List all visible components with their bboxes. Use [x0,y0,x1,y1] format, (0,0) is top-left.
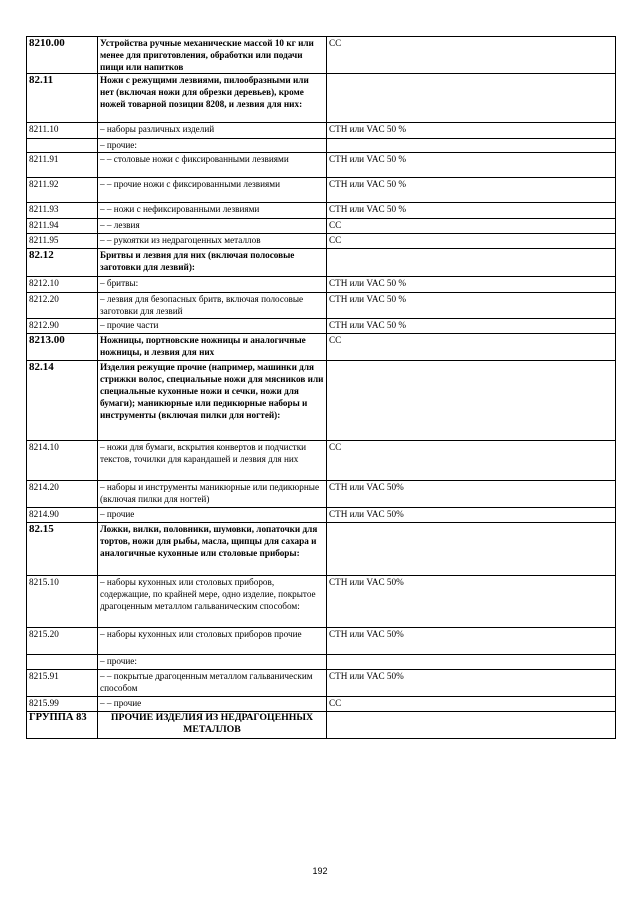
description-cell: – – прочие [98,697,327,712]
description-cell: – – прочие ножи с фиксированными лезвиями [98,178,327,203]
tariff-table [26,36,616,739]
code-cell: 8215.91 [27,670,98,697]
code-cell: 8215.99 [27,697,98,712]
table-row [27,37,616,74]
table-row [27,178,616,203]
rule-cell: СТН или VAC 50 % [327,153,616,178]
description-cell: – – рукоятки из недрагоценных металлов [98,234,327,249]
table-row [27,523,616,576]
rule-cell [327,249,616,277]
rule-cell: СТН или VAC 50 % [327,277,616,293]
rule-cell [327,139,616,153]
table-row [27,334,616,361]
description-cell: Устройства ручные механические массой 10 кг или менее для приготовления, обработки или подачи пищи или напитков [98,37,327,74]
page-number: 192 [312,866,328,876]
code-cell: 82.15 [27,523,98,576]
rule-cell: СС [327,697,616,712]
code-cell: 8215.20 [27,628,98,655]
rule-cell: СС [327,334,616,361]
code-cell: 8212.20 [27,293,98,319]
description-cell: – прочие: [98,139,327,153]
table-row [27,234,616,249]
group-code-cell: ГРУППА 83 [27,712,98,739]
description-cell: – наборы кухонных или столовых приборов прочие [98,628,327,655]
rule-cell: СС [327,441,616,481]
code-cell: 8211.10 [27,123,98,139]
description-cell: – – столовые ножи с фиксированными лезвиями [98,153,327,178]
description-cell: – наборы кухонных или столовых приборов, содержащие, по крайней мере, одно изделие, покрытое драгоценным металлом гальваническим способом: [98,576,327,628]
description-cell: Бритвы и лезвия для них (включая полосовые заготовки для лезвий): [98,249,327,277]
description-cell: Изделия режущие прочие (например, машинки для стрижки волос, специальные ножи для мясников или специальные кухонные ножи и сечки, ножи для бумаги); маникюрные или педикюрные наборы и инструменты (включая пилки для ногтей): [98,361,327,441]
description-cell: – бритвы: [98,277,327,293]
rule-cell [327,523,616,576]
code-cell: 82.12 [27,249,98,277]
table-row [27,628,616,655]
code-cell: 8214.10 [27,441,98,481]
table-row [27,293,616,319]
table-row [27,441,616,481]
code-cell: 8211.93 [27,203,98,219]
description-cell: Ложки, вилки, половники, шумовки, лопаточки для тортов, ножи для рыбы, масла, щипцы для сахара и аналогичные кухонные или столовые приборы: [98,523,327,576]
table-row [27,670,616,697]
table-row [27,219,616,234]
code-cell: 8211.92 [27,178,98,203]
table-row [27,277,616,293]
table-row [27,203,616,219]
code-cell [27,139,98,153]
table-row [27,319,616,334]
rule-cell [327,361,616,441]
description-cell: – ножи для бумаги, вскрытия конвертов и подчистки текстов, точилки для карандашей и лезвия для них [98,441,327,481]
table-row [27,576,616,628]
code-cell: 8214.90 [27,508,98,523]
table-row [27,481,616,508]
code-cell: 8211.91 [27,153,98,178]
code-cell: 8213.00 [27,334,98,361]
table-row [27,153,616,178]
rule-cell: СТН или VAC 50% [327,628,616,655]
table-row [27,655,616,670]
code-cell: 8215.10 [27,576,98,628]
rule-cell: СТН или VAC 50 % [327,319,616,334]
description-cell: – наборы различных изделий [98,123,327,139]
table-row [27,361,616,441]
description-cell: – прочие части [98,319,327,334]
description-cell: – – лезвия [98,219,327,234]
description-cell: – прочие: [98,655,327,670]
description-cell: Ножи с режущими лезвиями, пилообразными или нет (включая ножи для обрезки деревьев), кроме ножей товарной позиции 8208, и лезвия для них: [98,74,327,123]
code-cell: 8214.20 [27,481,98,508]
table-row [27,249,616,277]
table-row [27,697,616,712]
rule-cell: СТН или VAC 50 % [327,178,616,203]
code-cell: 8212.10 [27,277,98,293]
code-cell: 8211.95 [27,234,98,249]
rule-cell: СТН или VAC 50% [327,481,616,508]
table-row [27,508,616,523]
rule-cell: СС [327,37,616,74]
code-cell: 82.11 [27,74,98,123]
table-row [27,74,616,123]
table-row [27,139,616,153]
rule-cell: СТН или VAC 50 % [327,293,616,319]
rule-cell: СТН или VAC 50% [327,576,616,628]
rule-cell: СТН или VAC 50% [327,508,616,523]
code-cell: 8212.90 [27,319,98,334]
code-cell: 8210.00 [27,37,98,74]
rule-cell: СС [327,219,616,234]
rule-cell: СТН или VAC 50% [327,670,616,697]
rule-cell [327,74,616,123]
description-cell: – – ножи с нефиксированными лезвиями [98,203,327,219]
description-cell: Ножницы, портновские ножницы и аналогичные ножницы, и лезвия для них [98,334,327,361]
description-cell: – наборы и инструменты маникюрные или педикюрные (включая пилки для ногтей) [98,481,327,508]
table-row [27,712,616,739]
code-cell: 82.14 [27,361,98,441]
code-cell [27,655,98,670]
description-cell: – – покрытые драгоценным металлом гальваническим способом [98,670,327,697]
table-row [27,123,616,139]
rule-cell: СС [327,234,616,249]
rule-cell [327,655,616,670]
description-cell: – лезвия для безопасных бритв, включая полосовые заготовки для лезвий [98,293,327,319]
rule-cell [327,712,616,739]
group-title-cell: ПРОЧИЕ ИЗДЕЛИЯ ИЗ НЕДРАГОЦЕННЫХ МЕТАЛЛОВ [98,712,327,739]
code-cell: 8211.94 [27,219,98,234]
rule-cell: СТН или VAC 50 % [327,203,616,219]
description-cell: – прочие [98,508,327,523]
rule-cell: СТН или VAC 50 % [327,123,616,139]
